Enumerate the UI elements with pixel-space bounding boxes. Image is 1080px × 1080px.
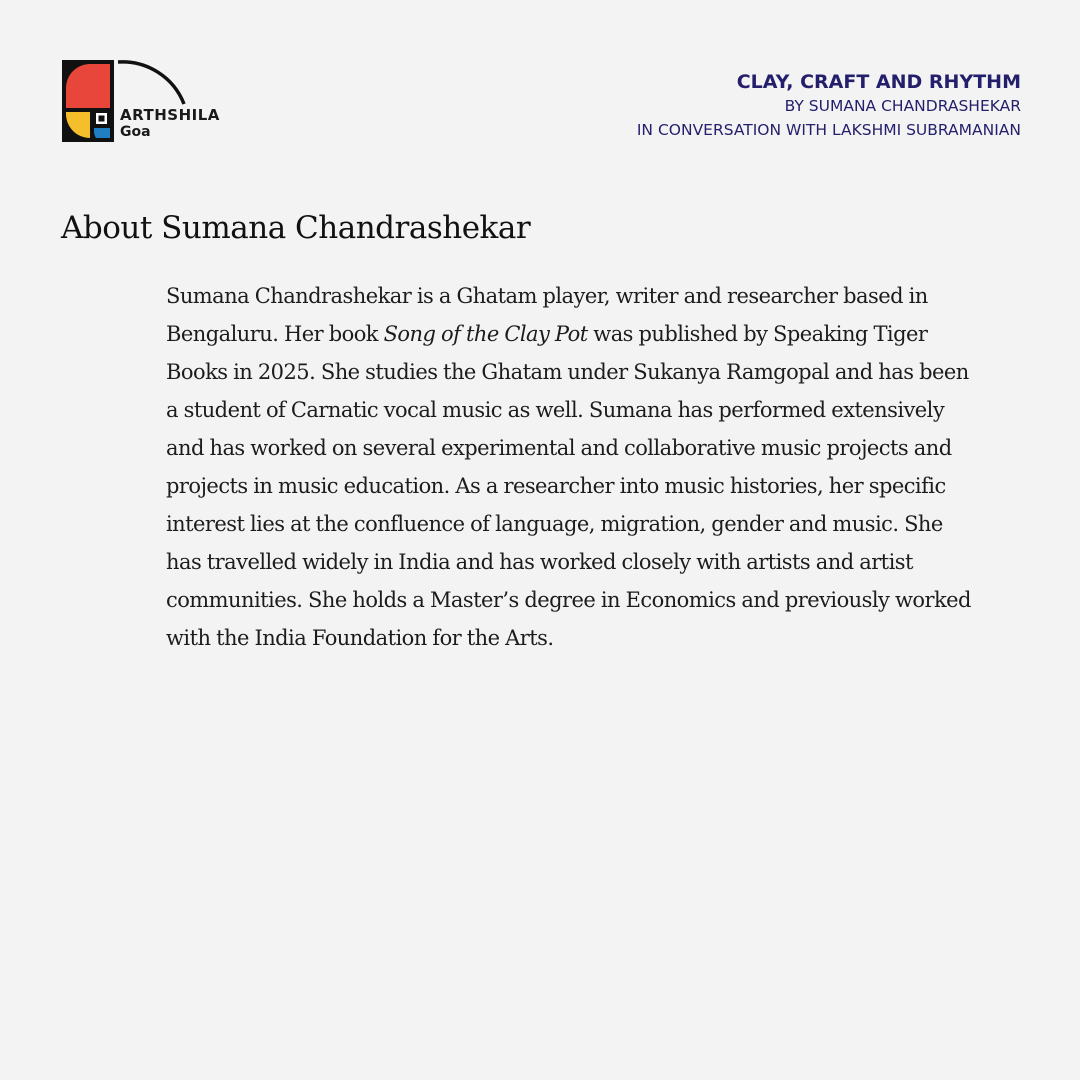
bio-line: and has worked on several experimental and collaborative music projects and — [166, 436, 952, 460]
bio-text: Bengaluru. Her book — [166, 322, 384, 346]
bio-line: projects in music education. As a researcher into music histories, her specific — [166, 474, 946, 498]
bio-text: was published by Speaking Tiger — [587, 322, 928, 346]
bio-line: interest lies at the confluence of language, migration, gender and music. She — [166, 512, 943, 536]
bio-line — [166, 315, 1036, 353]
bio-line: Books in 2025. She studies the Ghatam under Sukanya Ramgopal and has been — [166, 360, 969, 384]
bio-line: with the India Foundation for the Arts. — [166, 626, 554, 650]
event-conversation: IN CONVERSATION WITH LAKSHMI SUBRAMANIAN — [636, 121, 1021, 139]
bio-line: a student of Carnatic vocal music as well. Sumana has performed extensively — [166, 398, 945, 422]
event-header — [637, 70, 1021, 142]
section-heading: About Sumana Chandrashekar — [61, 210, 531, 246]
event-title: CLAY, CRAFT AND RHYTHM — [736, 71, 1021, 93]
book-title: Song of the Clay Pot — [383, 322, 588, 346]
bio-paragraph — [166, 277, 1036, 657]
logo-location: Goa — [120, 124, 151, 140]
bio-line: communities. She holds a Master’s degree in Economics and previously worked — [166, 588, 971, 612]
event-byline: BY SUMANA CHANDRASHEKAR — [784, 97, 1021, 115]
bio-line: Sumana Chandrashekar is a Ghatam player, writer and researcher based in — [166, 284, 928, 308]
logo-name: ARTHSHILA — [120, 106, 220, 124]
bio-line: has travelled widely in India and has worked closely with artists and artist — [166, 550, 913, 574]
arthshila-logo — [60, 58, 230, 144]
